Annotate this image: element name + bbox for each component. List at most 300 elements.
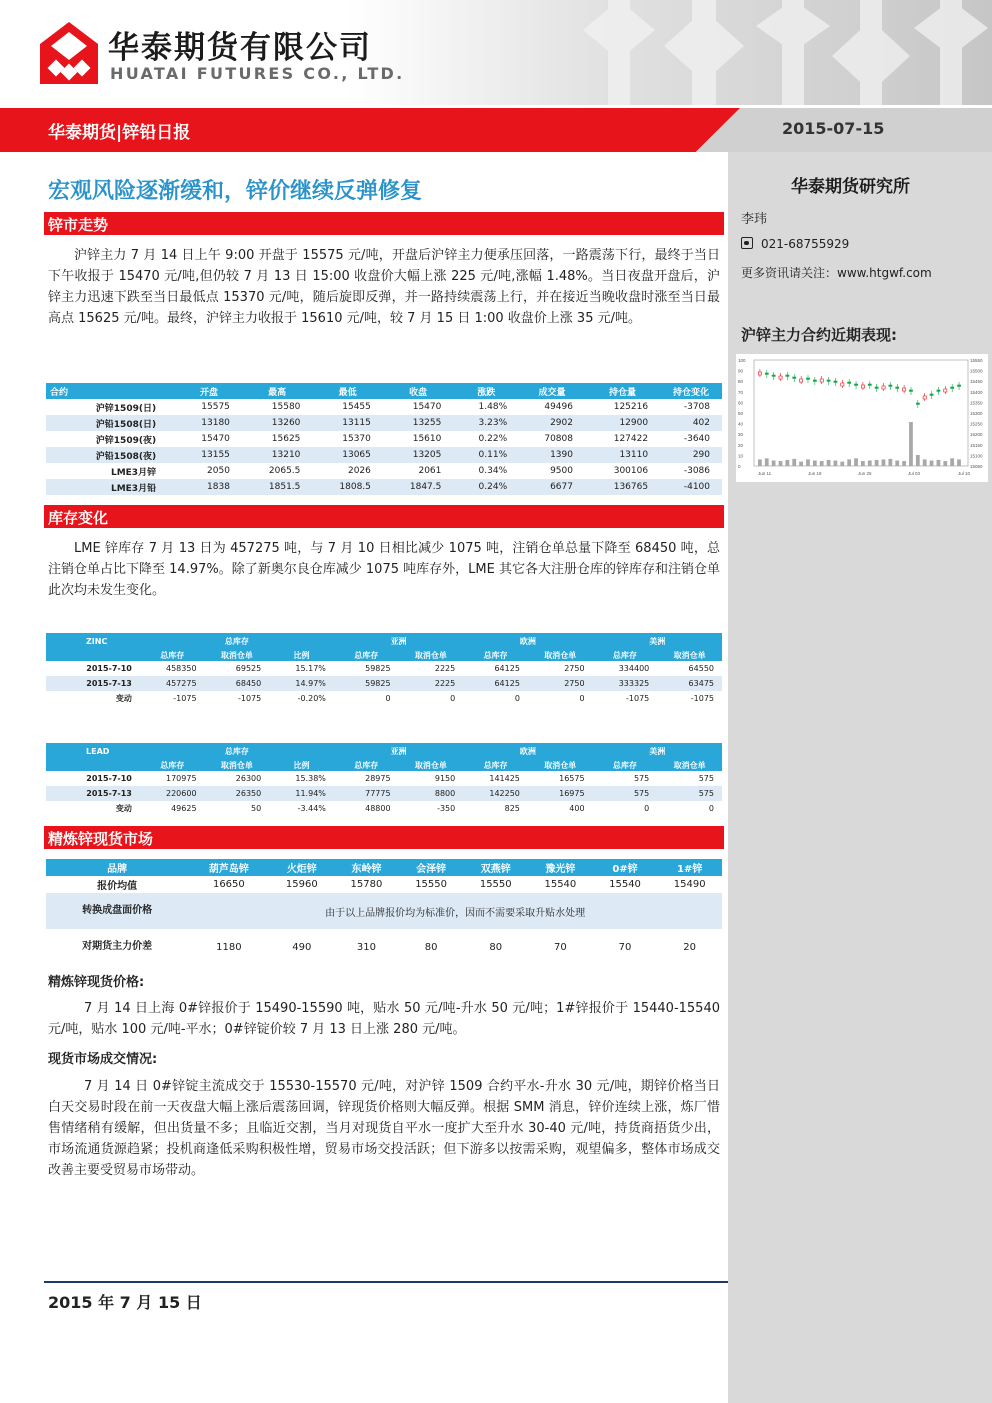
table-cell: 63475 xyxy=(657,676,722,691)
table-cell: 0 xyxy=(708,804,714,813)
table-cell: 2750 xyxy=(564,664,585,673)
table-cell: 0 xyxy=(644,804,650,813)
table-cell: 13155 xyxy=(176,447,242,463)
table-cell: 136765 xyxy=(585,479,660,495)
lead-stock-table xyxy=(46,743,722,816)
table-cell: 16575 xyxy=(559,774,585,783)
column-header: 持仓变化 xyxy=(660,383,722,399)
sub-header: 取消仓单 xyxy=(657,759,722,771)
table-cell: 15455 xyxy=(342,402,371,412)
table-cell: 15470 xyxy=(412,402,442,412)
report-title-bar xyxy=(0,108,992,152)
table-cell: 77775 xyxy=(334,786,399,801)
table-cell: 13210 xyxy=(242,447,312,463)
table-cell: 70808 xyxy=(544,434,573,444)
table-cell: -1075 xyxy=(690,694,714,703)
table-cell: 300106 xyxy=(613,466,649,476)
candle-body xyxy=(786,375,789,376)
table-row xyxy=(46,399,722,415)
candle-body xyxy=(930,394,933,395)
sub-header: 总库存 xyxy=(593,759,658,771)
diff-cell: 1180 xyxy=(216,941,242,953)
candle-body xyxy=(806,378,809,379)
spot-price-paragraph: 7 月 14 日上海 0#锌报价于 15490-15590 吨，贴水 50 元/吨-升水 50 元/吨；1#锌报价于 15440-15540 元/吨，贴水 100 元/吨-平水；0#锌锭价较 7 月 13 日上涨 280 元/吨。 xyxy=(48,1001,720,1037)
footer-divider xyxy=(44,1281,728,1283)
table-cell: 575 xyxy=(633,774,650,783)
table-cell: 12900 xyxy=(585,415,660,431)
table-cell: 0 xyxy=(450,694,456,703)
y-tick-right: 15300 xyxy=(970,411,983,416)
sub-header: 取消仓单 xyxy=(528,649,593,661)
table-cell: 2750 xyxy=(528,676,593,691)
volume-bar xyxy=(923,459,927,466)
table-cell: 13180 xyxy=(176,415,242,431)
table-cell: 0.34% xyxy=(478,466,508,476)
section-heading: 锌市走势 xyxy=(48,216,109,234)
table-cell: -1075 xyxy=(237,694,262,703)
row-label: 变动 xyxy=(115,694,132,703)
column-header: 最低 xyxy=(312,383,382,399)
article-title: 宏观风险逐渐缓和，锌价继续反弹修复 xyxy=(48,179,423,204)
table-cell: 1.48% xyxy=(478,402,508,412)
table-cell: -0.20% xyxy=(297,694,326,703)
section-market-trend xyxy=(44,212,724,235)
y-tick-left: 100 xyxy=(738,358,746,363)
row-label: 对期货主力价差 xyxy=(82,941,153,952)
group-header: 欧洲 xyxy=(463,743,592,759)
table-cell: 59825 xyxy=(365,664,391,673)
table-cell: 457275 xyxy=(140,676,205,691)
table-cell: -3.44% xyxy=(297,804,326,813)
table-cell: 28975 xyxy=(365,774,391,783)
contract-name: LME3月铅 xyxy=(46,479,176,495)
price-candlestick-chart xyxy=(736,354,988,482)
volume-bar xyxy=(854,458,858,466)
candle-body xyxy=(827,380,830,381)
table-cell: 13115 xyxy=(312,415,382,431)
candle-body xyxy=(889,385,892,386)
chart-title: 沪锌主力合约近期表现: xyxy=(741,326,897,344)
sub-header: 取消仓单 xyxy=(399,649,464,661)
table-cell: 8800 xyxy=(399,786,464,801)
section-inventory xyxy=(44,505,724,528)
brand-header: 火炬锌 xyxy=(270,859,335,876)
x-tick: Jun 18 xyxy=(808,471,822,476)
volume-bar xyxy=(937,460,941,466)
table-cell: 64550 xyxy=(688,664,714,673)
table-cell: 333325 xyxy=(593,676,658,691)
contract-name: LME3月锌 xyxy=(110,467,157,478)
price-cell: 15780 xyxy=(350,879,383,890)
spot-trade-subheading: 现货市场成交情况: xyxy=(48,1052,158,1067)
price-cell: 15550 xyxy=(415,879,447,890)
volume-bar xyxy=(861,461,865,466)
contract-name: 沪铅1508(日) xyxy=(46,415,176,431)
table-row xyxy=(46,676,722,691)
table-row xyxy=(46,431,722,447)
table-cell: 9500 xyxy=(550,466,573,476)
y-tick-left: 90 xyxy=(738,368,744,374)
table-cell: 402 xyxy=(660,415,722,431)
table-cell: 170975 xyxy=(166,774,197,783)
volume-bar xyxy=(847,459,851,466)
page-header xyxy=(0,0,992,105)
company-name-en: HUATAI FUTURES CO., LTD. xyxy=(110,64,405,83)
sub-header: 总库存 xyxy=(334,759,399,771)
table-cell: 1838 xyxy=(176,479,242,495)
price-cell: 15540 xyxy=(544,879,577,890)
table-cell: 3.23% xyxy=(453,415,519,431)
y-tick-left: 10 xyxy=(738,453,744,459)
diff-cell: 70 xyxy=(618,941,632,953)
table-cell: -3086 xyxy=(683,466,710,476)
y-tick-right: 15050 xyxy=(970,464,983,469)
volume-bar xyxy=(820,461,824,466)
row-label: 变动 xyxy=(115,804,132,813)
table-cell: 0 xyxy=(514,694,520,703)
table-cell: 13205 xyxy=(383,447,453,463)
y-tick-right: 15150 xyxy=(970,442,983,448)
brand-header: 1#锌 xyxy=(657,859,722,876)
y-tick-left: 0 xyxy=(738,464,741,469)
sub-header: 总库存 xyxy=(463,759,528,771)
inventory-paragraph: LME 锌库存 7 月 13 日为 457275 吨，与 7 月 10 日相比减少 1075 吨，注销仓单总量下降至 68450 吨，总注销仓单占比下降至 14.97%。除了新奥尔良仓库减少 1075 吨库存外，LME 其它各大注册仓库的锌库存和注销仓单此次均未发生变化。 xyxy=(48,541,720,598)
table-cell: 15.38% xyxy=(295,774,326,783)
diff-cell: 80 xyxy=(424,941,438,953)
table-cell: -3708 xyxy=(683,402,710,412)
candle-body xyxy=(951,387,954,388)
y-tick-right: 15200 xyxy=(970,432,983,438)
table-cell: 575 xyxy=(657,786,722,801)
brand-header: 豫光锌 xyxy=(528,859,593,876)
column-header: 持仓量 xyxy=(585,383,660,399)
table-cell: 2026 xyxy=(347,466,371,476)
table-cell: 2065.5 xyxy=(268,466,301,476)
volume-bar xyxy=(930,461,934,467)
price-cell: 15550 xyxy=(479,879,512,890)
sub-header: 取消仓单 xyxy=(528,759,593,771)
table-cell: 26350 xyxy=(205,786,270,801)
group-header: 亚洲 xyxy=(334,743,463,759)
candle-body xyxy=(957,385,960,386)
volume-bar xyxy=(772,461,776,467)
volume-bar xyxy=(882,459,886,466)
volume-bar xyxy=(799,462,803,466)
x-tick: Jul 03 xyxy=(908,471,921,476)
brand-header: 会泽锌 xyxy=(399,859,464,876)
row-label: 2015-7-13 xyxy=(46,676,140,691)
table-cell: 2061 xyxy=(418,466,442,476)
table-cell: 15610 xyxy=(412,434,442,444)
table-cell: 13110 xyxy=(585,447,660,463)
table-cell: 15.17% xyxy=(295,664,326,673)
y-tick-left: 80 xyxy=(738,379,744,385)
group-header: 总库存 xyxy=(140,633,334,649)
y-tick-right: 15350 xyxy=(970,400,983,406)
spot-trade-paragraph: 7 月 14 日 0#锌锭主流成交于 15530-15570 元/吨，对沪锌 1509 合约平水-升水 30 元/吨，期锌价格当日白天交易时段在前一天夜盘大幅上涨后震荡回调，锌现货价格则大幅反弹。根据 SMM 消息，锌价连续上涨，炼厂惜售情绪稍有缓解，但出货量不多；且临近交割，当月对现货自平水一度扩大至升水 30-40 元/吨，持货商捂货少出，市场流通货源趋紧；投机商逢低采购积极性增，贸易市场交投活跃；但下游多以按需采购，观望偏多，整体市场成交改善主要受贸易市场带动。 xyxy=(48,1079,720,1178)
sub-header-row xyxy=(46,759,722,771)
candle-body xyxy=(875,387,878,388)
price-cell: 16650 xyxy=(212,879,245,890)
zinc-stock-table xyxy=(46,633,722,706)
sub-header: 比例 xyxy=(269,649,334,661)
table-cell: 11.94% xyxy=(269,786,334,801)
sub-header: 取消仓单 xyxy=(205,759,270,771)
volume-bar xyxy=(943,461,947,466)
candle-body xyxy=(944,389,947,392)
candle-body xyxy=(923,396,926,399)
candle-body xyxy=(813,380,816,381)
sub-header: 取消仓单 xyxy=(657,649,722,661)
column-header: 最高 xyxy=(242,383,312,399)
author-name: 李玮 xyxy=(741,212,768,227)
volume-bar xyxy=(875,460,879,466)
table-cell: 49625 xyxy=(171,804,197,813)
volume-bar xyxy=(840,462,844,466)
futures-quote-table xyxy=(46,383,722,495)
table-cell: 15625 xyxy=(271,434,301,444)
group-header: 美洲 xyxy=(593,743,722,759)
y-tick-left: 30 xyxy=(738,432,744,438)
metal-label: ZINC xyxy=(46,633,140,649)
table-cell: 2225 xyxy=(399,676,464,691)
table-cell: 0 xyxy=(385,694,391,703)
volume-bar xyxy=(895,461,899,467)
volume-bar xyxy=(950,458,954,466)
table-cell: -1075 xyxy=(173,694,197,703)
group-header: 美洲 xyxy=(593,633,722,649)
table-cell: 9150 xyxy=(434,774,456,783)
y-tick-right: 15450 xyxy=(970,379,983,385)
footer-date: 2015 年 7 月 15 日 xyxy=(48,1293,202,1312)
candle-body xyxy=(758,372,761,375)
volume-bar xyxy=(765,458,769,466)
table-cell: 0.22% xyxy=(478,434,508,444)
sub-header-row xyxy=(46,649,722,661)
table-cell: 458350 xyxy=(166,664,197,673)
table-row xyxy=(46,479,722,495)
diff-cell: 20 xyxy=(683,941,697,953)
phone-number: 021-68755929 xyxy=(761,237,850,251)
volume-bar xyxy=(916,455,920,466)
table-cell: 2225 xyxy=(434,664,456,673)
table-cell: 290 xyxy=(660,447,722,463)
table-cell: 1851.5 xyxy=(242,479,312,495)
table-cell: 220600 xyxy=(140,786,205,801)
candle-body xyxy=(834,381,837,382)
header-decoration xyxy=(560,0,992,105)
sub-header: 总库存 xyxy=(463,649,528,661)
conversion-note: 由于以上品牌报价均为标准价，因而不需要采取升贴水处理 xyxy=(188,893,722,929)
row-label: 2015-7-13 xyxy=(46,786,140,801)
section-heading: 精炼锌现货市场 xyxy=(48,830,154,848)
report-date: 2015-07-15 xyxy=(782,119,885,138)
brand-header: 葫芦岛锌 xyxy=(188,859,269,876)
candle-body xyxy=(765,373,768,374)
group-header-row xyxy=(46,633,722,649)
table-cell: 59825 xyxy=(334,676,399,691)
table-cell: 127422 xyxy=(613,434,649,444)
table-cell: 400 xyxy=(569,804,585,813)
brand-header: 品牌 xyxy=(46,859,188,876)
table-cell: 825 xyxy=(504,804,520,813)
author-phone xyxy=(741,237,849,251)
table-cell: -350 xyxy=(437,804,456,813)
table-cell: 48800 xyxy=(365,804,391,813)
sidebar xyxy=(728,152,992,1403)
table-cell: 575 xyxy=(593,786,658,801)
y-tick-right: 15250 xyxy=(970,421,983,427)
y-tick-left: 60 xyxy=(738,400,744,406)
candle-body xyxy=(793,377,796,378)
table-cell: 141425 xyxy=(489,774,520,783)
table-row xyxy=(46,771,722,786)
volume-bar xyxy=(792,459,796,466)
table-cell: 125216 xyxy=(613,402,649,412)
row-label: 报价均值 xyxy=(97,881,138,892)
diff-cell: 80 xyxy=(489,941,503,953)
candle-body xyxy=(916,403,919,404)
volume-bar xyxy=(909,422,913,466)
volume-bar xyxy=(779,461,783,466)
y-tick-left: 70 xyxy=(738,389,744,395)
section-spot-market xyxy=(44,826,724,849)
table-cell: 2050 xyxy=(207,466,230,476)
table-row xyxy=(46,415,722,431)
row-label: 转换成盘面价格 xyxy=(46,893,188,929)
table-cell: 15370 xyxy=(342,434,371,444)
y-tick-right: 15400 xyxy=(970,389,983,395)
table-cell: 1390 xyxy=(519,447,585,463)
table-row xyxy=(46,447,722,463)
table-row xyxy=(46,801,722,816)
table-cell: 15580 xyxy=(271,402,301,412)
y-tick-left: 40 xyxy=(738,421,744,427)
column-header: 开盘 xyxy=(176,383,242,399)
table-cell: -3640 xyxy=(683,434,710,444)
candle-body xyxy=(841,383,844,386)
x-tick: Jun 11 xyxy=(758,471,772,476)
candle-body xyxy=(772,375,775,376)
row-label: 2015-7-10 xyxy=(86,664,132,673)
group-header: 亚洲 xyxy=(334,633,463,649)
volume-bar xyxy=(902,461,906,466)
diff-cell: 310 xyxy=(356,941,376,953)
price-cell: 15960 xyxy=(285,879,318,890)
contract-name: 沪锌1509(日) xyxy=(95,403,157,414)
candle-body xyxy=(820,379,823,382)
blank-header xyxy=(46,759,140,771)
table-cell: 13065 xyxy=(312,447,382,463)
table-cell: 26300 xyxy=(235,774,262,783)
table-cell: 15575 xyxy=(201,402,230,412)
y-tick-right: 15500 xyxy=(970,368,983,374)
x-tick: Jul 10 xyxy=(958,471,971,476)
sub-header: 总库存 xyxy=(140,649,205,661)
table-row xyxy=(46,786,722,801)
huatai-logo-icon xyxy=(40,22,98,84)
table-cell: 2902 xyxy=(519,415,585,431)
table-cell: 68450 xyxy=(205,676,270,691)
section-heading: 库存变化 xyxy=(48,509,109,527)
brand-header: 0#锌 xyxy=(593,859,658,876)
table-row xyxy=(46,691,722,706)
column-header: 合约 xyxy=(46,383,176,399)
row-label: 2015-7-10 xyxy=(86,774,132,783)
report-title: 华泰期货|锌铅日报 xyxy=(48,123,191,143)
sub-header: 总库存 xyxy=(334,649,399,661)
volume-bar xyxy=(827,460,831,466)
sub-header: 取消仓单 xyxy=(399,759,464,771)
table-cell: 50 xyxy=(251,804,262,813)
y-tick-left: 20 xyxy=(738,442,744,448)
company-name-cn: 华泰期货有限公司 xyxy=(108,30,372,66)
table-cell: 0.11% xyxy=(453,447,519,463)
table-cell: 64125 xyxy=(494,664,520,673)
candle-body xyxy=(854,384,857,385)
table-cell: 1847.5 xyxy=(383,479,453,495)
table-cell: 14.97% xyxy=(269,676,334,691)
column-header: 收盘 xyxy=(383,383,453,399)
sub-header: 总库存 xyxy=(140,759,205,771)
market-trend-paragraph: 沪锌主力 7 月 14 日上午 9:00 开盘于 15575 元/吨，开盘后沪锌主力便承压回落，一路震荡下行，最终于当日下午收报于 15470 元/吨,但仍较 7 月 13 日 15:00 收盘价大幅上涨 225 元/吨,涨幅 1.48%。当日夜盘开盘后，沪锌主力迅速下跌至当日最低点 15370 元/吨，随后旋即反弹，并一路持续震荡上行，并在接近当晚收盘时涨至当日最高点 15625 元/吨。最终，沪锌主力收报于 15610 元/吨，较 7 月 15 日 1:00 收盘价上涨 35 元/吨。 xyxy=(48,248,720,326)
y-tick-right: 15550 xyxy=(970,358,983,363)
table-cell: 49496 xyxy=(544,402,573,412)
y-tick-left: 50 xyxy=(738,411,744,416)
contract-name: 沪铅1508(夜) xyxy=(46,447,176,463)
candle-body xyxy=(848,382,851,383)
volume-bar xyxy=(758,459,762,466)
volume-bar xyxy=(806,459,810,466)
volume-bar xyxy=(834,461,838,467)
candle-body xyxy=(896,387,899,388)
candle-body xyxy=(903,388,906,391)
sub-header: 总库存 xyxy=(593,649,658,661)
y-tick-right: 15100 xyxy=(970,453,983,459)
candle-body xyxy=(882,386,885,389)
sub-header: 比例 xyxy=(269,759,334,771)
website-note: 更多资讯请关注：www.htgwf.com xyxy=(741,266,932,280)
volume-bar xyxy=(785,460,789,466)
candle-body xyxy=(937,390,940,391)
table-cell: 0.24% xyxy=(453,479,519,495)
brand-header: 双燕锌 xyxy=(463,859,528,876)
group-header-row xyxy=(46,743,722,759)
candle-body xyxy=(909,390,912,391)
metal-label: LEAD xyxy=(46,743,140,759)
x-tick: Jun 25 xyxy=(858,471,872,476)
group-header: 欧洲 xyxy=(463,633,592,649)
volume-bar xyxy=(813,461,817,467)
price-cell: 15490 xyxy=(673,879,706,890)
candle-body xyxy=(800,379,803,382)
table-cell: 69525 xyxy=(235,664,262,673)
table-cell: 1808.5 xyxy=(312,479,382,495)
table-cell: -1075 xyxy=(626,694,650,703)
table-cell: 0 xyxy=(579,694,585,703)
table-cell: 6677 xyxy=(519,479,585,495)
table-cell: -4100 xyxy=(660,479,722,495)
candle-body xyxy=(868,384,871,385)
column-header: 成交量 xyxy=(519,383,585,399)
table-row xyxy=(46,661,722,676)
volume-bar xyxy=(888,459,892,466)
table-cell: 334400 xyxy=(618,664,650,673)
diff-cell: 70 xyxy=(554,941,567,953)
brand-header: 东岭锌 xyxy=(334,859,399,876)
column-header: 涨跌 xyxy=(453,383,519,399)
spot-price-table xyxy=(46,859,722,965)
